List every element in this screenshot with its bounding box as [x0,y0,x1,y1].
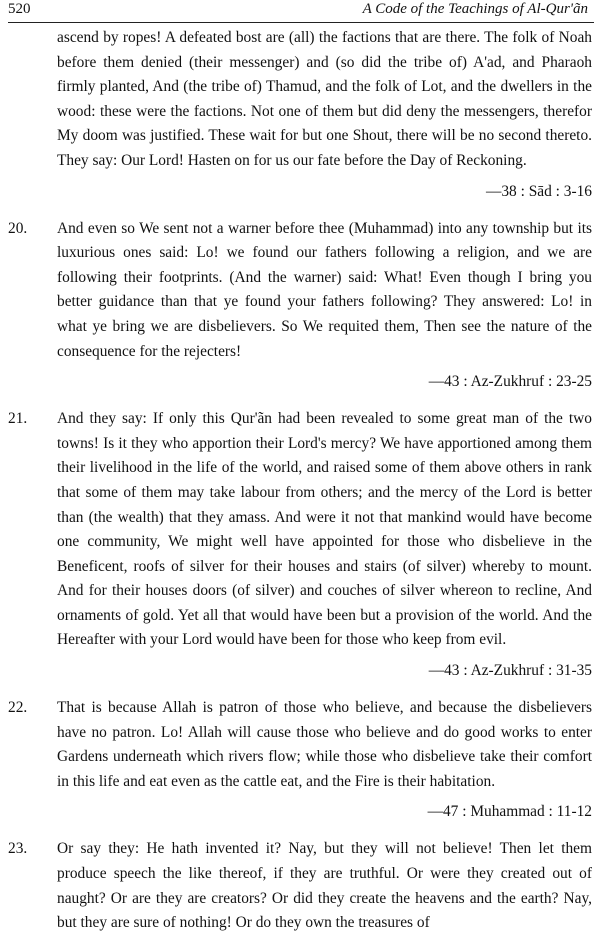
entry-number: 22. [8,699,28,717]
entry-number: 21. [8,410,28,428]
entry-text: And they say: If only this Qur'ãn had been revealed to some great man of the two towns! Is it they who apportion their Lord's mercy? We have apportioned among them their livelihood in the life of the world, and raised some of them above others in rank that some of them may take labour from others; and the mercy of the Lord is better than (the wealth) that they amass. And were it not that mankind would have become one community, We might well have appointed for those who disbelieve in the Beneficent, roofs of silver for their houses and stairs (of silver) whereby to mount. And for their houses doors (of silver) and couches of silver whereon to recline, And ornaments of gold. Yet all that would have been but a provision of the world. And the Hereafter with your Lord would have been for those who keep from evil. [57,410,592,649]
entry-text: ascend by ropes! A defeated bost are (all) the factions that are there. The folk of Noah before them denied (their messenger) and (so did the tribe of) A'ad, and Pharaoh firmly planted, And (the tribe of) Thamud, and the folk of Lot, and the dwellers in the wood: these were the factions. Not one of them but did deny the messengers, therefor My doom was justified. These wait for but one Shout, there will be no second thereto. They say: Our Lord! Hasten on for us our fate before the Day of Reckoning. [57,29,592,169]
entry-reference: —47 : Muhammad : 11-12 [427,803,592,821]
entry-text: Or say they: He hath invented it? Nay, but they will not believe! Then let them produce speech the like thereof, if they are truthful. Or were they created out of naught? Or are they are creators? Or did they create the heavens and the earth? Nay, but they are sure of nothing! Or do they own the treasures of [57,840,592,932]
entry-21 [0,407,600,683]
entry-reference: —43 : Az-Zukhruf : 31-35 [428,662,592,680]
entry-20 [0,217,600,395]
entry-text: And even so We sent not a warner before thee (Muhammad) into any township but its luxurious ones said: Lo! we found our fathers following a religion, and we are following their footprints. (And the warner) said: What! Even though I bring you better guidance than that ye found your fathers following? They answered: Lo! in what ye bring we are disbelievers. So We requited them, Then see the nature of the consequence for the rejecters! [57,219,592,360]
page-content [0,26,600,936]
entry-text: That is because Allah is patron of those who believe, and because the disbelievers have no patron. Lo! Allah will cause those who believe and do good works to enter Gardens underneath which rivers flow; while those who disbelieve take their comfort in this life and eat even as the cattle eat, and the Fire is their habitation. [57,699,592,790]
running-title: A Code of the Teachings of Al-Qur'ãn [362,1,588,17]
entry-number: 20. [8,219,28,237]
entry-number: 23. [8,840,28,858]
entry-reference: —38 : Sād : 3-16 [485,182,592,200]
entry-22 [0,696,600,824]
entry-23 [0,837,600,935]
entry-continued [0,26,600,204]
header-rule [8,22,594,23]
page-header [0,0,600,22]
entry-reference: —43 : Az-Zukhruf : 23-25 [428,373,592,391]
page-number: 520 [8,1,31,17]
